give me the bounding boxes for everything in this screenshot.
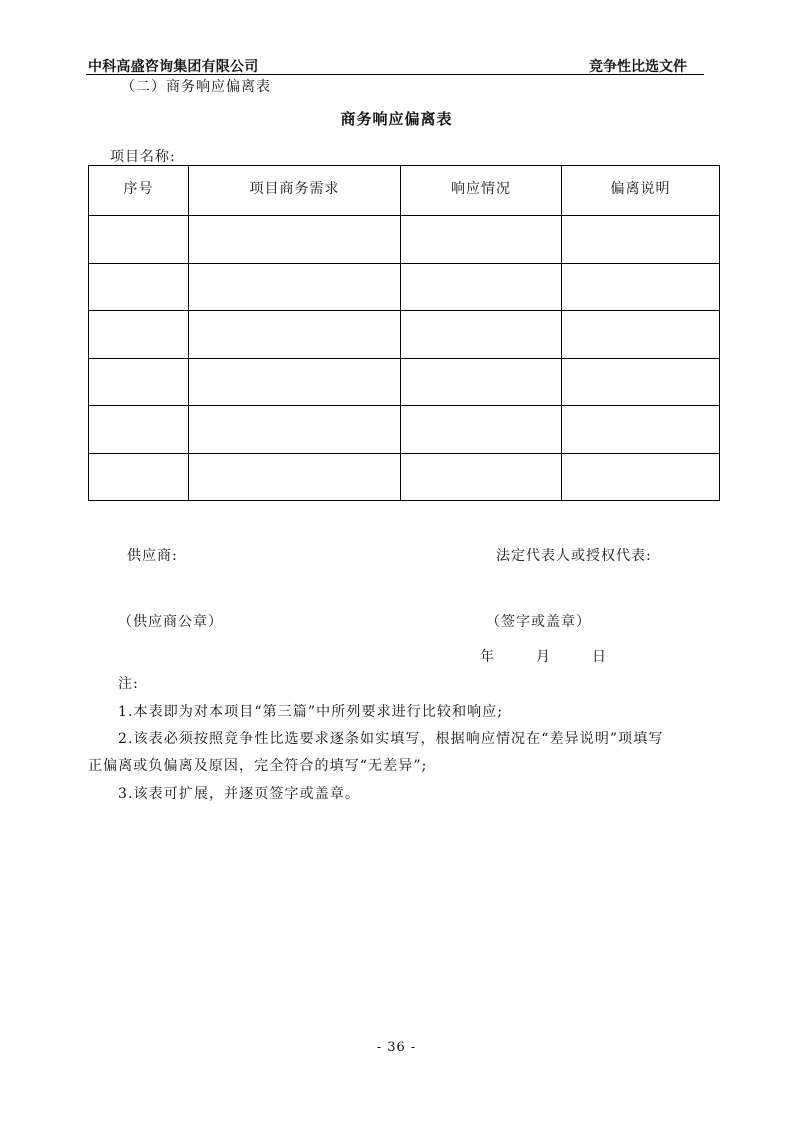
table-cell[interactable] xyxy=(189,406,401,454)
note-item-2-continued: 正偏离或负偏离及原因，完全符合的填写“无差异”; xyxy=(88,758,428,774)
table-cell[interactable] xyxy=(562,216,720,264)
note-item-3: 3.该表可扩展，并逐页签字或盖章。 xyxy=(118,786,361,802)
table-cell[interactable] xyxy=(401,263,562,311)
header-divider xyxy=(86,74,704,75)
supplier-label: 供应商: xyxy=(127,548,178,564)
table-cell[interactable] xyxy=(89,406,189,454)
table-row xyxy=(89,263,720,311)
table-cell[interactable] xyxy=(89,263,189,311)
table-row xyxy=(89,216,720,264)
table-header-row xyxy=(89,166,720,216)
supplier-seal-label: （供应商公章） xyxy=(118,614,223,630)
table-cell[interactable] xyxy=(401,216,562,264)
table-cell[interactable] xyxy=(401,358,562,406)
note-item-1: 1.本表即为对本项目“第三篇”中所列要求进行比较和响应; xyxy=(118,704,504,720)
table-cell[interactable] xyxy=(89,216,189,264)
table-row xyxy=(89,358,720,406)
table-cell[interactable] xyxy=(562,311,720,359)
header-company: 中科高盛咨询集团有限公司 xyxy=(88,59,259,75)
table-row xyxy=(89,453,720,501)
column-header-index: 序号 xyxy=(89,166,189,216)
table-cell[interactable] xyxy=(562,406,720,454)
header-doc-type: 竞争性比选文件 xyxy=(589,59,687,75)
page-title: 商务响应偏离表 xyxy=(340,110,453,128)
column-header-response: 响应情况 xyxy=(401,166,562,216)
column-header-requirement: 项目商务需求 xyxy=(189,166,401,216)
table-row xyxy=(89,311,720,359)
date-month-label: 月 xyxy=(536,649,551,665)
table-cell[interactable] xyxy=(562,263,720,311)
table-cell[interactable] xyxy=(562,358,720,406)
column-header-deviation: 偏离说明 xyxy=(562,166,720,216)
table-cell[interactable] xyxy=(401,453,562,501)
sign-or-seal-label: （签字或盖章） xyxy=(486,614,591,630)
section-label: （二）商务响应偏离表 xyxy=(121,79,271,95)
date-year-label: 年 xyxy=(480,649,495,665)
table-cell[interactable] xyxy=(189,453,401,501)
legal-rep-label: 法定代表人或授权代表: xyxy=(496,548,652,564)
deviation-table xyxy=(88,165,720,501)
table-cell[interactable] xyxy=(189,216,401,264)
table-cell[interactable] xyxy=(89,311,189,359)
table-row xyxy=(89,406,720,454)
table-cell[interactable] xyxy=(401,311,562,359)
page-number: - 36 - xyxy=(376,1040,417,1055)
table-cell[interactable] xyxy=(401,406,562,454)
table-cell[interactable] xyxy=(89,358,189,406)
project-name-label: 项目名称: xyxy=(110,149,176,165)
table-cell[interactable] xyxy=(562,453,720,501)
notes-heading: 注: xyxy=(118,676,139,692)
date-day-label: 日 xyxy=(592,649,607,665)
table-cell[interactable] xyxy=(189,311,401,359)
table-cell[interactable] xyxy=(89,453,189,501)
note-item-2: 2.该表必须按照竞争性比选要求逐条如实填写，根据响应情况在“差异说明”项填写 xyxy=(118,731,664,747)
table-cell[interactable] xyxy=(189,263,401,311)
table-cell[interactable] xyxy=(189,358,401,406)
